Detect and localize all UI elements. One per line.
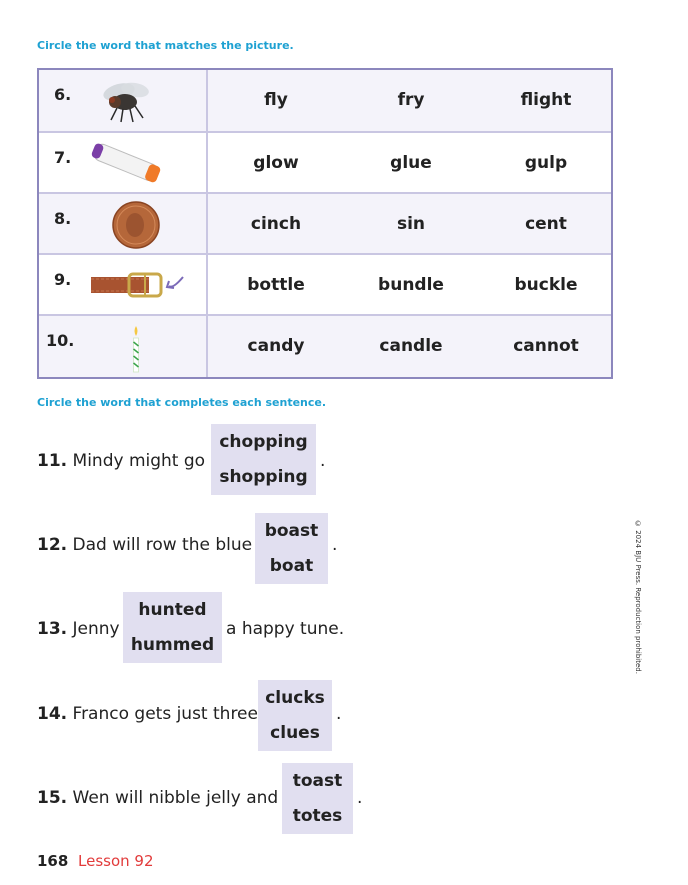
sentence-end: a happy tune. (226, 619, 345, 639)
instruction-sentence: Circle the word that completes each sentence. (37, 396, 327, 409)
belt-buckle-icon (89, 269, 189, 303)
sentence-lead (37, 451, 205, 471)
sentence-text: Wen will nibble jelly and (72, 788, 279, 808)
table-row (39, 70, 611, 131)
number-picture-cell (39, 133, 208, 192)
copyright-notice: © 2024 BJU Press. Reproduction prohibited. (634, 520, 642, 674)
fly-icon (97, 76, 153, 126)
word-choice[interactable]: buckle (514, 275, 578, 295)
word-choice[interactable]: candy (247, 336, 305, 356)
word-choice[interactable]: sin (396, 214, 426, 234)
sentence-end: . (332, 535, 338, 555)
sentence-text: Jenny (72, 619, 120, 639)
choice-option[interactable]: boast (264, 521, 319, 541)
word-choice[interactable]: fry (397, 90, 425, 110)
sentence-end: . (357, 788, 363, 808)
instruction-picture-match: Circle the word that matches the picture. (37, 39, 294, 52)
word-choice[interactable]: bottle (247, 275, 305, 295)
word-choice[interactable]: flight (520, 90, 572, 110)
choice-option[interactable]: hunted (138, 600, 207, 620)
item-number: 11. (37, 451, 68, 471)
sentence-lead (37, 704, 258, 724)
word-choice[interactable]: cannot (513, 336, 579, 356)
item-number: 10. (46, 331, 75, 350)
choice-box (282, 763, 353, 834)
choice-box (123, 592, 222, 663)
sentence-text: Dad will row the blue (72, 535, 253, 555)
choice-option[interactable]: chopping (219, 432, 308, 452)
number-picture-cell (39, 70, 208, 131)
lesson-label: Lesson 92 (78, 852, 154, 870)
choice-box (211, 424, 316, 495)
picture-word-table (37, 68, 613, 379)
choice-option[interactable]: hummed (130, 635, 215, 655)
choice-option[interactable]: clucks (265, 688, 325, 708)
sentence-lead (37, 619, 120, 639)
table-row (39, 314, 611, 377)
item-number: 6. (54, 85, 72, 104)
penny-icon (111, 200, 161, 250)
candle-icon (129, 324, 143, 374)
choice-option[interactable]: clues (270, 723, 320, 743)
word-choice[interactable]: fly (264, 90, 288, 110)
word-choice[interactable]: cinch (250, 214, 302, 234)
word-choice[interactable]: bundle (378, 275, 444, 295)
page-number: 168 (37, 852, 69, 870)
item-number: 13. (37, 619, 68, 639)
item-number: 12. (37, 535, 68, 555)
table-row (39, 131, 611, 192)
item-number: 9. (54, 270, 72, 289)
table-row (39, 192, 611, 253)
sentence-text: Franco gets just three (72, 704, 258, 724)
sentence-lead (37, 535, 252, 555)
word-choice[interactable]: candle (379, 336, 443, 356)
word-choice[interactable]: gulp (524, 153, 568, 173)
word-choice[interactable]: cent (525, 214, 567, 234)
item-number: 14. (37, 704, 68, 724)
glue-stick-icon (87, 137, 165, 187)
sentence-end: . (320, 451, 326, 471)
table-row (39, 253, 611, 314)
sentence-end: . (336, 704, 342, 724)
choice-option[interactable]: toast (292, 771, 343, 791)
number-picture-cell (39, 255, 208, 314)
item-number: 8. (54, 209, 72, 228)
word-choice[interactable]: glue (390, 153, 432, 173)
choice-box (255, 513, 328, 584)
sentence-text: Mindy might go (72, 451, 206, 471)
sentence-lead (37, 788, 278, 808)
choice-option[interactable]: boat (269, 556, 314, 576)
word-choice[interactable]: glow (253, 153, 299, 173)
choice-box (258, 680, 332, 751)
item-number: 15. (37, 788, 68, 808)
number-picture-cell (39, 316, 208, 377)
choice-option[interactable]: shopping (219, 467, 308, 487)
number-picture-cell (39, 194, 208, 253)
choice-option[interactable]: totes (292, 806, 343, 826)
item-number: 7. (54, 148, 72, 167)
